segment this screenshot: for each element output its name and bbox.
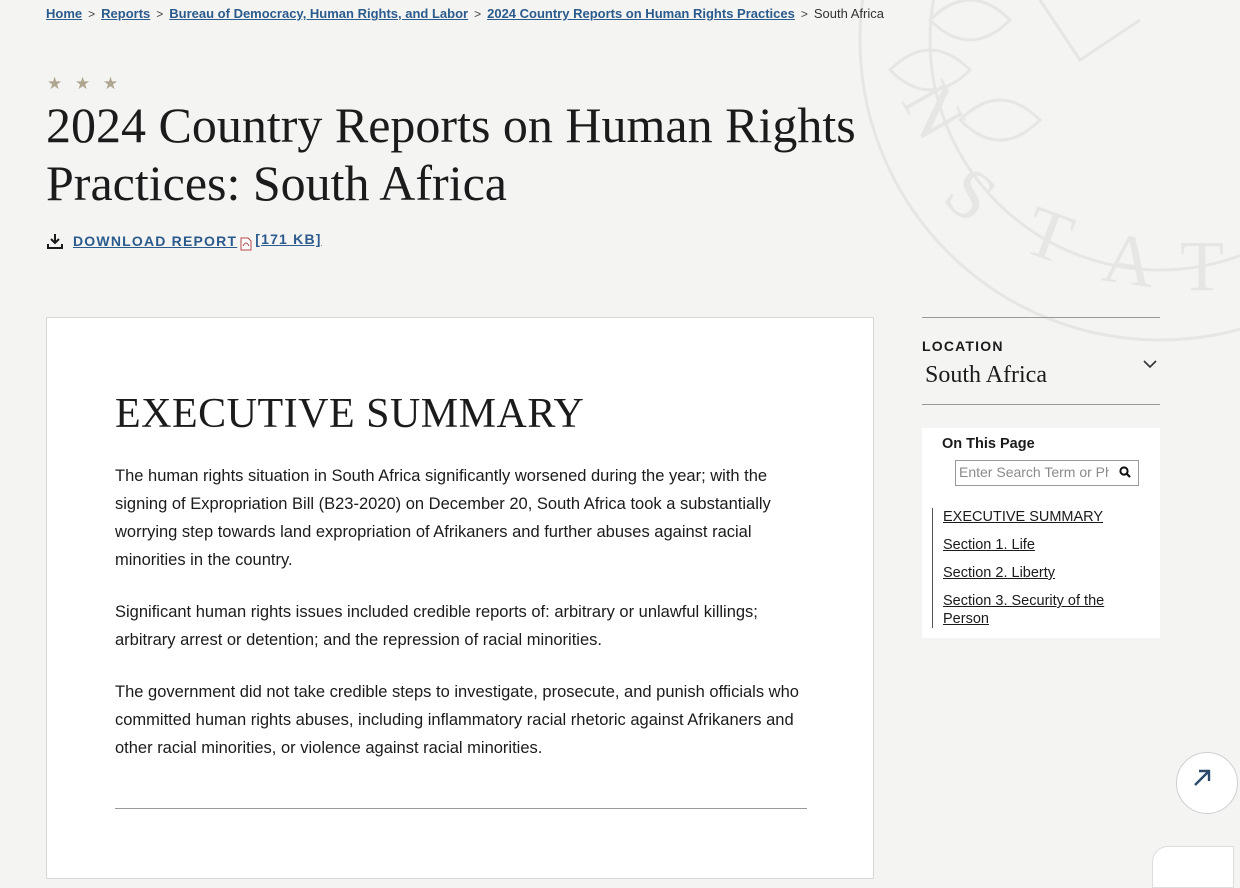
download-size-link[interactable]: [171 KB]	[255, 231, 322, 247]
scroll-to-top-button[interactable]	[1176, 752, 1238, 814]
location-label: LOCATION	[922, 338, 1004, 354]
location-value[interactable]: South Africa	[925, 362, 1047, 388]
corner-widget	[1152, 846, 1234, 888]
on-this-page-panel	[922, 428, 1160, 638]
svg-text:N: N	[886, 68, 982, 154]
breadcrumb-separator: >	[88, 6, 96, 21]
on-this-page-title: On This Page	[942, 436, 1035, 452]
search-input[interactable]	[956, 461, 1109, 483]
summary-paragraph: The human rights situation in South Africa significantly worsened during the year; with the signing of Expropriation Bill (B23-2020) on December 20, South Africa took a substantially worrying step towards land expropriation of Afrikaners and further abuses against racial minorities in the country.	[115, 467, 771, 569]
breadcrumb-separator: >	[156, 6, 164, 21]
table-of-contents	[932, 508, 1123, 628]
chevron-down-icon[interactable]	[1142, 356, 1158, 372]
toc-link-section-3[interactable]: Section 3. Security of the Person	[943, 593, 1105, 627]
breadcrumb-home-link[interactable]: Home	[46, 6, 83, 21]
breadcrumb-bureau-link[interactable]: Bureau of Democracy, Human Rights, and Labor	[169, 6, 469, 21]
toc-link-section-1[interactable]: Section 1. Life	[943, 537, 1035, 553]
download-icon[interactable]	[46, 232, 64, 250]
breadcrumb-current: South Africa	[813, 6, 884, 21]
toc-link-section-2[interactable]: Section 2. Liberty	[943, 565, 1056, 581]
breadcrumb	[46, 6, 884, 21]
search-icon[interactable]	[1119, 466, 1131, 478]
svg-text:S: S	[929, 150, 1012, 238]
page-search	[955, 460, 1139, 486]
svg-text:A: A	[1097, 216, 1161, 304]
decorative-stars: ★ ★ ★	[47, 74, 123, 93]
summary-paragraph: Significant human rights issues included credible reports of: arbitrary or unlawful killings; arbitrary arrest or detention; and the repression of racial minorities.	[115, 603, 758, 649]
report-content	[46, 317, 874, 879]
summary-paragraph: The government did not take credible steps to investigate, prosecute, and punish officials who committed human rights abuses, including inflammatory racial rhetoric against Afrikaners and other racial minorities, or violence against racial minorities.	[115, 683, 799, 757]
pdf-icon	[240, 237, 252, 251]
breadcrumb-separator: >	[474, 6, 482, 21]
breadcrumb-country-reports-link[interactable]: 2024 Country Reports on Human Rights Practices	[487, 6, 795, 21]
download-report-link[interactable]: DOWNLOAD REPORT	[73, 233, 238, 249]
toc-link-executive-summary[interactable]: EXECUTIVE SUMMARY	[943, 509, 1104, 525]
arrow-up-icon	[1191, 767, 1215, 791]
breadcrumb-separator: >	[800, 6, 808, 21]
breadcrumb-reports-link[interactable]: Reports	[101, 6, 151, 21]
page-title: 2024 Country Reports on Human Rights Practices: South Africa	[46, 97, 856, 211]
executive-summary-heading: EXECUTIVE SUMMARY	[115, 391, 585, 437]
svg-text:T: T	[1014, 189, 1084, 281]
download-report	[46, 232, 322, 250]
svg-text:T: T	[1180, 226, 1224, 306]
section-divider	[115, 808, 807, 809]
location-selector[interactable]	[922, 317, 1160, 405]
